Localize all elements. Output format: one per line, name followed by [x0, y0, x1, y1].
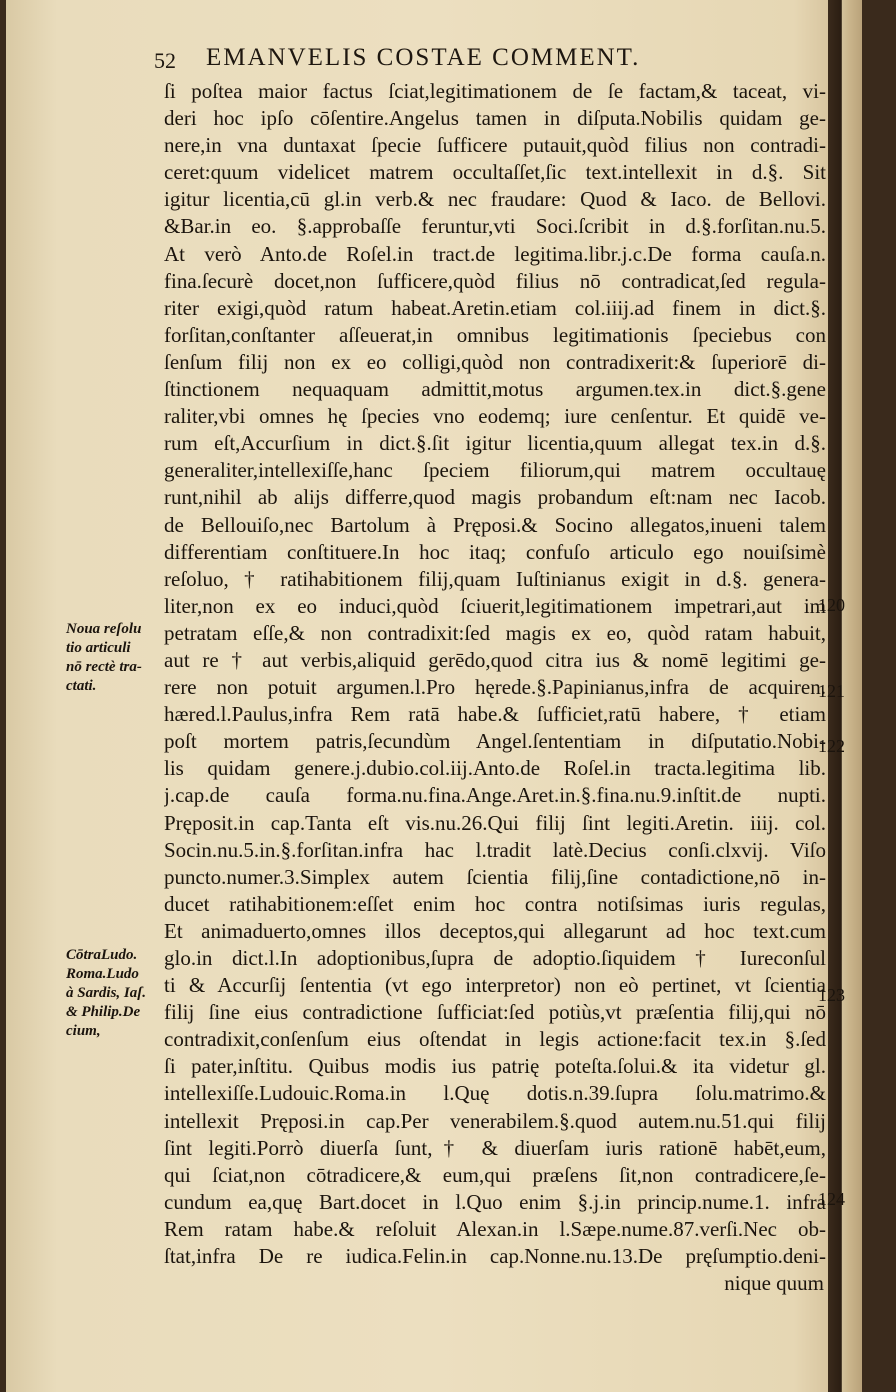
margin-note-line: CōtraLudo. [66, 947, 138, 963]
book-page [6, 0, 862, 1392]
text-line: petratam eſſe,& non contradixit:ſed magis ex eo, quòd ratam habuit, [164, 620, 826, 645]
text-line: ti & Accurſij ſententia (vt ego interpretor) non eò pertinet, vt ſcientia [164, 973, 826, 998]
text-line: lis quidam genere.j.dubio.col.iij.Anto.de Roſel.in tracta.legitima lib. [164, 756, 826, 781]
margin-note-line: Noua reſolu [66, 621, 142, 637]
margin-note-line: Roma.Ludo [66, 966, 139, 982]
text-line: contradixit,conſenſum eius oſtendat in legis actione:facit tex.in §.ſed [164, 1027, 826, 1052]
text-line: &Bar.in eo. §.approbaſſe feruntur,vti Soci.ſcribit in d.§.forſitan.nu.5. [164, 214, 826, 239]
text-line: raliter,vbi omnes hę ſpecies vno eodemq; iure cenſentur. Et quidē ve- [164, 404, 826, 429]
text-line: cundum ea,quę Bart.docet in l.Quo enim §.j.in princip.nume.1. infra [164, 1189, 826, 1214]
margin-number: 122 [818, 736, 845, 756]
text-line: puncto.numer.3.Simplex autem ſcientia filij,ſine contadictione,nō in- [164, 864, 826, 889]
margin-note-line: tio articuli [66, 640, 131, 656]
text-line: forſitan,conſtanter aſſeuerat,in omnibus legitimationis ſpeciebus con [164, 322, 826, 347]
margin-number: 121 [818, 681, 845, 701]
text-line: intellexiſſe.Ludouic.Roma.in l.Quę dotis.n.39.ſupra ſolu.matrimo.& [164, 1081, 826, 1106]
running-title: EMANVELIS COSTAE COMMENT. [206, 44, 641, 71]
text-line: ducet ratihabitionem:eſſet enim hoc contra notiſsimas iuris regulas, [164, 891, 826, 916]
margin-note-line: nō rectè tra- [66, 659, 142, 675]
text-line: igitur licentia,cū gl.in verb.& nec fraudare: Quod & Iaco. de Bellovi. [164, 187, 826, 212]
text-line: rere non potuit argumen.l.Pro hęrede.§.Papinianus,infra de acquiren. [164, 675, 826, 700]
text-line: aut re † aut verbis,aliquid gerēdo,quod citra ius & nomē legitimi ge- [164, 647, 826, 672]
text-line: intellexit Pręposi.in cap.Per venerabilem.§.quod autem.nu.51.qui filij [164, 1108, 826, 1133]
text-line: nere,in vna duntaxat ſpecie ſufficere putauit,quòd filius non contradi- [164, 133, 826, 158]
margin-note-line: cium, [66, 1023, 101, 1039]
text-line: de Bellouiſo,nec Bartolum à Pręposi.& Socino allegatos,inueni talem [164, 512, 826, 537]
text-line: ſi pater,inſtitu. Quibus modis ius patrię poteſta.ſolui.& ita videtur gl. [164, 1054, 826, 1079]
text-line: generaliter,intellexiſſe,hanc ſpeciem filiorum,qui matrem occultauę [164, 458, 826, 483]
text-line: ceret:quum videlicet matrem occultaſſet,ſic text.intellexit in d.§. Sit [164, 160, 826, 185]
text-line: reſoluo, † ratihabitionem filij,quam Iuſtinianus exigit in d.§. genera- [164, 566, 826, 591]
text-line: ſtinctionem nequaquam admittit,motus argumen.tex.in dict.§.gene [164, 377, 826, 402]
text-line: poſt mortem patris,ſecundùm Angel.ſententiam in diſputatio.Nobi- [164, 729, 826, 754]
text-line: Pręposit.in cap.Tanta eſt vis.nu.26.Qui filij ſint legiti.Aretin. iiij. col. [164, 810, 826, 835]
text-line: qui ſciat,non cōtradicere,& eum,qui præſens ſit,non contradicere,ſe- [164, 1162, 826, 1187]
text-line: fina.ſecurè docet,non ſufficere,quòd filius nō contradicat,ſed regula- [164, 268, 826, 293]
text-line: liter,non ex eo induci,quòd ſciuerit,legitimationem impetrari,aut im [164, 593, 826, 618]
text-line: runt,nihil ab alijs differre,quod magis probandum eſt:nam nec Iacob. [164, 485, 826, 510]
text-line: ſenſum filij non ex eo colligi,quòd non contradixerit:& ſuperiorē di- [164, 349, 826, 374]
text-line: ſtat,infra De re iudica.Felin.in cap.Nonne.nu.13.De pręſumptio.deni- [164, 1244, 826, 1269]
margin-number: 120 [818, 595, 845, 615]
text-line: nique quum [724, 1271, 824, 1296]
margin-note-resolutio [66, 620, 166, 696]
running-header [154, 44, 834, 74]
body-text [164, 78, 826, 1297]
margin-number: 124 [818, 1189, 845, 1209]
text-line: glo.in dict.l.In adoptionibus,ſupra de adoptio.ſiquidem † Iureconſul [164, 946, 826, 970]
text-line: Rem ratam habe.& reſoluit Alexan.in l.Sæpe.nume.87.verſi.Nec ob- [164, 1216, 826, 1241]
text-line: Et animaduerto,omnes illos deceptos,qui allegarunt ad hoc text.cum [164, 918, 826, 943]
text-line: ſi poſtea maior factus ſciat,legitimationem de ſe factam,& taceat, vi- [164, 79, 826, 103]
margin-number: 123 [818, 985, 845, 1005]
text-line: filij ſine eius contradictione ſufficiat:ſed potiùs,vt præſentia filij,qui nō [164, 1000, 826, 1025]
text-line: deri hoc ipſo cōſentire.Angelus tamen in diſputa.Nobilis quidam ge- [164, 106, 826, 131]
margin-note-contra [66, 946, 166, 1041]
margin-note-line: à Sardis, Iaſ. [66, 985, 147, 1001]
margin-note-line: & Philip.De [66, 1004, 141, 1020]
text-line: j.cap.de cauſa forma.nu.fina.Ange.Aret.in.§.fina.nu.9.inſtit.de nupti. [164, 783, 826, 808]
text-line: hæred.l.Paulus,infra Rem ratā habe.& ſufficiet,ratū habere, † etiam [164, 702, 826, 727]
margin-note-line: ctati. [66, 678, 97, 694]
text-line: Socin.nu.5.in.§.forſitan.infra hac l.tradit latè.Decius conſi.clxvij. Viſo [164, 837, 826, 862]
text-line: riter exigi,quòd ratum habeat.Aretin.etiam col.iiij.ad finem in dict.§. [164, 295, 826, 320]
page-number: 52 [154, 48, 176, 73]
text-line: differentiam conſtituere.In hoc itaq; confuſo articulo ego nouiſsimè [164, 539, 826, 564]
text-line: At verò Anto.de Roſel.in tract.de legitima.libr.j.c.De forma cauſa.n. [164, 241, 826, 266]
text-line: rum eſt,Accurſium in dict.§.ſit igitur licentia,quum allegat tex.in d.§. [164, 431, 826, 456]
text-line: ſint legiti.Porrò diuerſa ſunt,† & diuerſam iuris rationē habēt,eum, [164, 1135, 826, 1160]
